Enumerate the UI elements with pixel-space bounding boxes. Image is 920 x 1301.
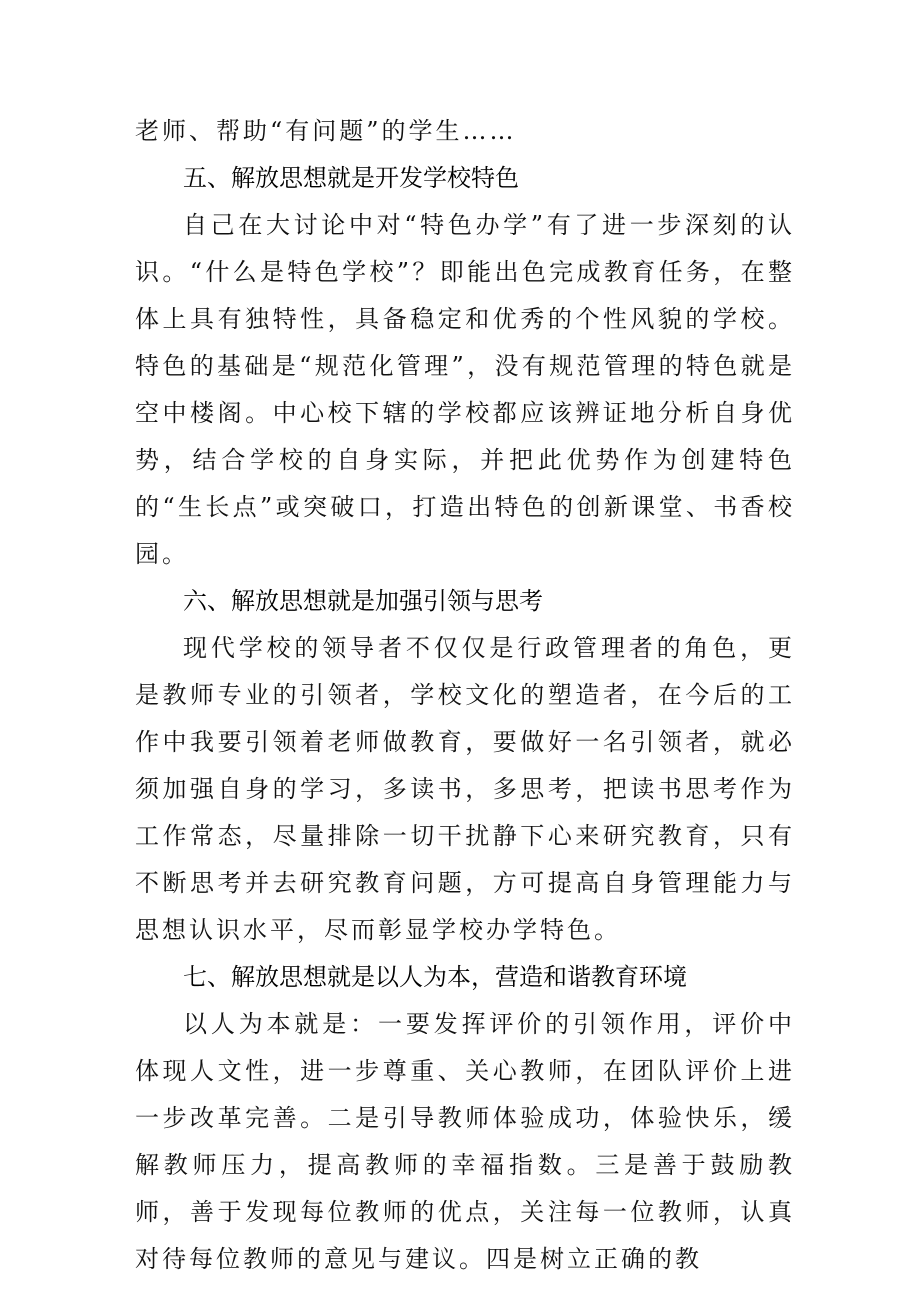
continuation-paragraph: 老师、帮助“有问题”的学生…… <box>135 117 517 145</box>
section-body-7: 以人为本就是：一要发挥评价的引领作用，评价中体现人文性，进一步尊重、关心教师，在团队评价上进一步改革完善。二是引导教师体验成功，体验快乐，缓解教师压力，提高教师的幸福指数。三是善于鼓励教师，善于发现每位教师的优点，关注每一位教师，认真对待每位教师的意见与建议。四是树立正确的教 <box>135 1010 795 1273</box>
section-heading-7: 七、解放思想就是以人为本，营造和谐教育环境 <box>183 963 687 991</box>
section-heading-5: 五、解放思想就是开发学校特色 <box>183 164 519 192</box>
section-heading-6: 六、解放思想就是加强引领与思考 <box>183 587 543 615</box>
section-body-5: 自己在大讨论中对“特色办学”有了进一步深刻的认识。“什么是特色学校”？即能出色完成教育任务，在整体上具有独特性，具备稳定和优秀的个性风貌的学校。特色的基础是“规范化管理”，没有规范管理的特色就是空中楼阁。中心校下辖的学校都应该辨证地分析自身优势，结合学校的自身实际，并把此优势作为创建特色的“生长点”或突破口，打造出特色的创新课堂、书香校园。 <box>135 211 795 568</box>
document-body <box>135 108 795 1283</box>
section-body-6: 现代学校的领导者不仅仅是行政管理者的角色，更是教师专业的引领者，学校文化的塑造者，在今后的工作中我要引领着老师做教育，要做好一名引领者，就必须加强自身的学习，多读书，多思考，把读书思考作为工作常态，尽量排除一切干扰静下心来研究教育，只有不断思考并去研究教育问题，方可提高自身管理能力与思想认识水平，尽而彰显学校办学特色。 <box>135 634 795 944</box>
